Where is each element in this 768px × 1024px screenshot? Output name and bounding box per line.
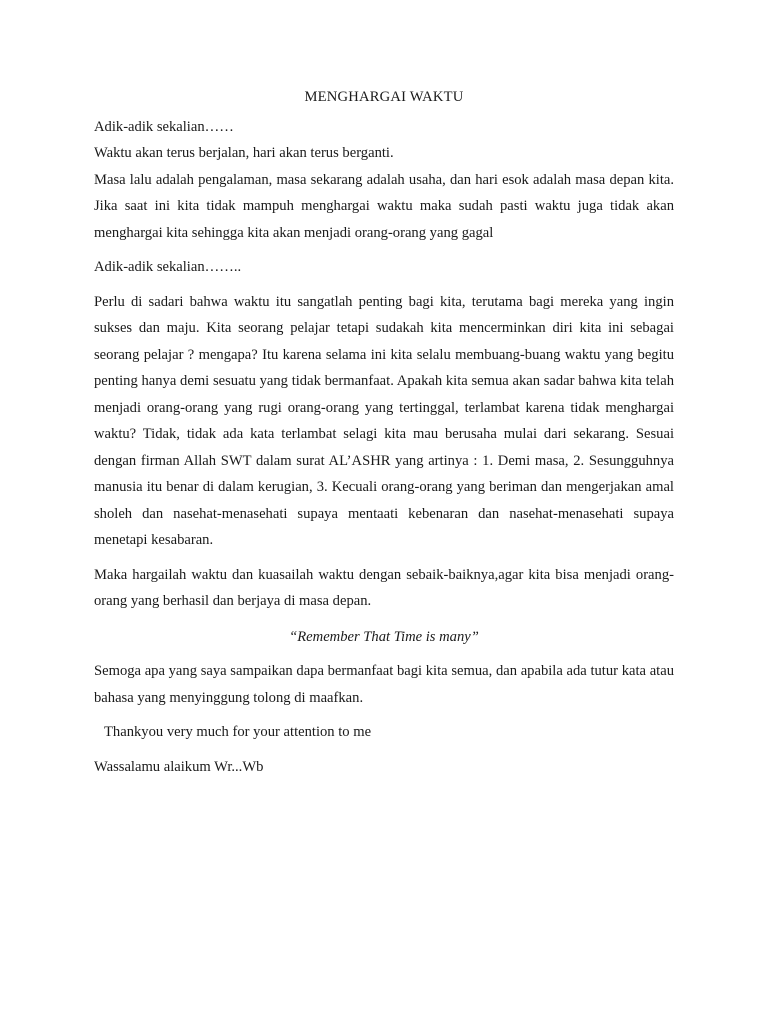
- paragraph-four: Semoga apa yang saya sampaikan dapa bermanfaat bagi kita semua, dan apabila ada tutur kata atau bahasa yang menyinggung tolong di maafkan.: [94, 663, 674, 706]
- document-page: [94, 84, 674, 780]
- opening-line: Waktu akan terus berjalan, hari akan terus berganti.: [94, 145, 394, 161]
- closing-line: Wassalamu alaikum Wr...Wb: [94, 758, 264, 775]
- paragraph-one: Masa lalu adalah pengalaman, masa sekarang adalah usaha, dan hari esok adalah masa depan kita. Jika saat ini kita tidak mampuh menghargai waktu maka sudah pasti waktu juga tidak akan menghargai kita sehingga kita akan menjadi orang-orang yang gagal: [94, 171, 674, 241]
- quote-line: “Remember That Time is many”: [289, 628, 479, 645]
- greeting-line-second: Adik-adik sekalian……..: [94, 259, 242, 275]
- thanks-line: Thankyou very much for your attention to me: [104, 724, 372, 740]
- greeting-line: Adik-adik sekalian……: [94, 118, 234, 135]
- document-title: MENGHARGAI WAKTU: [304, 89, 464, 105]
- paragraph-three: Maka hargailah waktu dan kuasailah waktu dengan sebaik-baiknya,agar kita bisa menjadi orang-orang yang berhasil dan berjaya di masa depan.: [94, 566, 674, 609]
- paragraph-two: Perlu di sadari bahwa waktu itu sangatlah penting bagi kita, terutama bagi mereka yang ingin sukses dan maju. Kita seorang pelajar tetapi sudakah kita mencerminkan diri kita ini sebagai seorang pelajar ? mengapa? Itu karena selama ini kita selalu membuang-buang waktu yang begitu penting hanya demi sesuatu yang tidak bermanfaat. Apakah kita semua akan sadar bahwa kita telah menjadi orang-orang yang rugi orang-orang yang tertinggal, terlambat karena tidak menghargai waktu? Tidak, tidak ada kata terlambat selagi kita mau berusaha mulai dari sekarang. Sesuai dengan firman Allah SWT dalam surat AL’ASHR yang artinya : 1. Demi masa, 2. Sesungguhnya manusia itu benar di dalam kerugian, 3. Kecuali orang-orang yang beriman dan mengerjakan amal sholeh dan nasehat-menasehati supaya mentaati kebenaran dan nasehat-menasehati supaya menetapi kesabaran.: [94, 293, 674, 548]
